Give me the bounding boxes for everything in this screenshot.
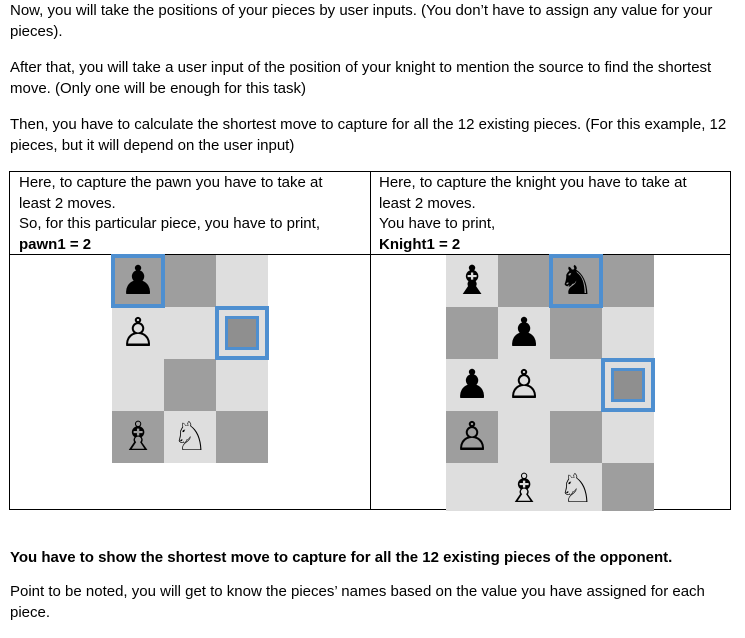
board-square [216, 255, 268, 307]
left-cell-result: pawn1 = 2 [19, 235, 92, 253]
board-square [498, 359, 550, 411]
table-divider-vertical [370, 172, 371, 509]
board-square [446, 463, 498, 511]
right-cell-result: Knight1 = 2 [379, 235, 461, 253]
left-cell-line-3: So, for this particular piece, you have to print, [19, 215, 320, 232]
right-cell-line-2: least 2 moves. [379, 194, 476, 212]
target-marker [611, 368, 645, 402]
note-paragraph: Point to be noted, you will get to know the pieces’ names based on the value you have assigned for each piece. [10, 583, 705, 621]
board-square [164, 255, 216, 307]
board-square [602, 307, 654, 359]
board-square [164, 411, 216, 463]
board-square [112, 307, 164, 359]
board-square [446, 411, 498, 463]
board-square [550, 463, 602, 511]
target-square [216, 307, 268, 359]
board-square [112, 411, 164, 463]
white-bishop-icon: ♗ [120, 414, 156, 460]
board-square [498, 307, 550, 359]
board-square [216, 411, 268, 463]
left-cell-text [19, 173, 323, 255]
board-square [164, 359, 216, 411]
board-square [446, 359, 498, 411]
board-square [112, 255, 164, 307]
black-knight-icon: ♞ [558, 258, 594, 304]
summary-paragraph: You have to show the shortest move to capture for all the 12 existing pieces of the opponent. [10, 549, 673, 566]
black-bishop-icon: ♝ [454, 258, 490, 304]
black-pawn-icon: ♟ [506, 310, 542, 356]
right-cell-line-3: You have to print, [379, 215, 496, 232]
board-square [216, 359, 268, 411]
board-square [164, 307, 216, 359]
board-square [550, 307, 602, 359]
white-pawn-icon: ♙ [120, 310, 156, 356]
white-pawn-icon: ♙ [506, 362, 542, 408]
right-cell-text [379, 173, 687, 255]
black-pawn-icon: ♟ [120, 258, 156, 304]
black-pawn-icon: ♟ [454, 362, 490, 408]
white-bishop-icon: ♗ [506, 466, 542, 512]
board-square [602, 255, 654, 307]
board-square [498, 411, 550, 463]
intro-paragraph-1: Now, you will take the positions of your pieces by user inputs. (You don’t have to assign any value for your pieces). [10, 2, 713, 40]
example-table [9, 171, 731, 510]
right-chess-board [446, 255, 654, 511]
board-square [550, 255, 602, 307]
intro-paragraph-2: After that, you will take a user input of the position of your knight to mention the source to find the shortest move. (Only one will be enough for this task) [10, 59, 712, 97]
board-square [446, 307, 498, 359]
target-square [602, 359, 654, 411]
board-square [498, 255, 550, 307]
board-square [112, 359, 164, 411]
left-cell-line-2: least 2 moves. [19, 194, 116, 212]
board-square [498, 463, 550, 511]
board-square [602, 463, 654, 511]
white-knight-icon: ♘ [558, 466, 594, 512]
board-square [446, 255, 498, 307]
intro-paragraph-3: Then, you have to calculate the shortest move to capture for all the 12 existing pieces. (For this example, 12 pieces, but it will depend on the user input) [10, 116, 727, 154]
right-cell-line-1: Here, to capture the knight you have to take at [379, 174, 687, 191]
white-knight-icon: ♘ [172, 414, 208, 460]
left-chess-board [112, 255, 268, 463]
white-pawn-icon: ♙ [454, 414, 490, 460]
board-square [602, 411, 654, 463]
board-square [550, 411, 602, 463]
target-marker [225, 316, 259, 350]
left-cell-line-1: Here, to capture the pawn you have to take at [19, 174, 323, 191]
board-square [550, 359, 602, 411]
